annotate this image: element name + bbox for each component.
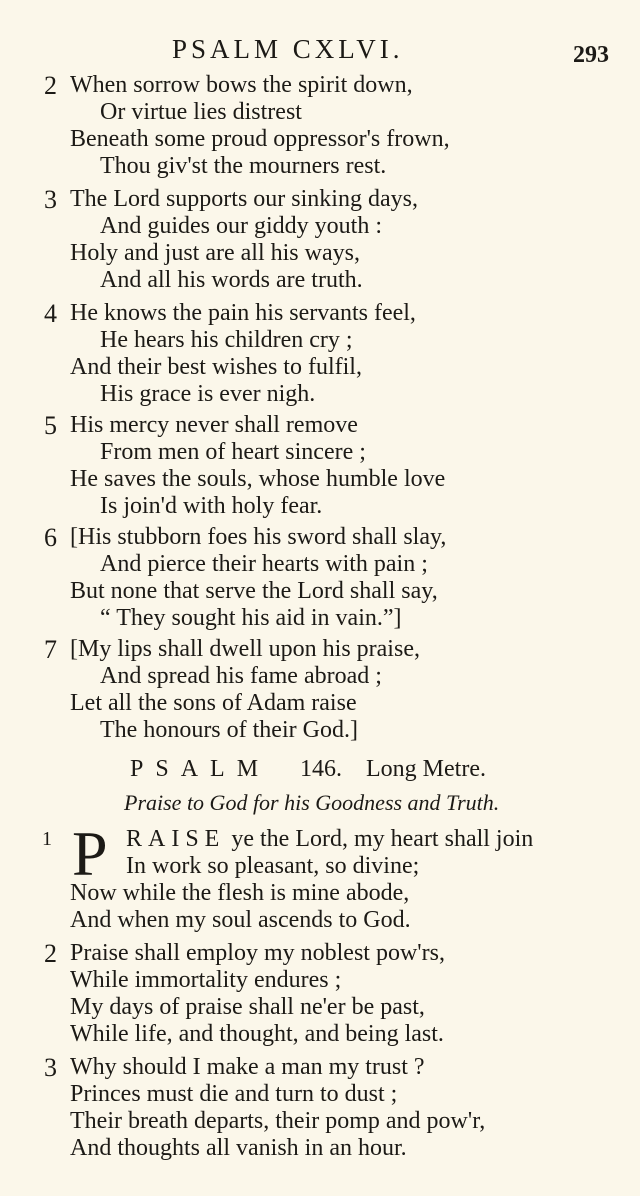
stanza-number: 5 [44, 411, 57, 440]
stanza-number: 1 [42, 828, 52, 850]
stanza-number: 7 [44, 635, 57, 664]
verse-line: Now while the flesh is mine abode, [70, 880, 410, 906]
verse-line: He knows the pain his servants feel, [70, 300, 416, 326]
verse-line: Their breath departs, their pomp and pow'r, [70, 1108, 486, 1134]
verse-line: While immortality endures ; [70, 967, 342, 993]
first-word: RAISE [126, 826, 226, 852]
verse-line: But none that serve the Lord shall say, [70, 578, 438, 604]
verse-line: When sorrow bows the spirit down, [70, 72, 413, 98]
psalm-subtitle: Praise to God for his Goodness and Truth. [124, 790, 500, 815]
stanza-number: 2 [44, 71, 57, 100]
verse-line: Princes must die and turn to dust ; [70, 1081, 398, 1107]
verse-line: Thou giv'st the mourners rest. [100, 153, 387, 179]
verse-line: Or virtue lies distrest [100, 99, 302, 125]
verse-line: And guides our giddy youth : [100, 213, 382, 239]
verse-line: While life, and thought, and being last. [70, 1021, 444, 1047]
verse-line: Why should I make a man my trust ? [70, 1054, 425, 1080]
heading-psalm-number: 146. [300, 756, 342, 782]
verse-line: Is join'd with holy fear. [100, 493, 323, 519]
verse-line: In work so pleasant, so divine; [126, 853, 420, 879]
verse-line: From men of heart sincere ; [100, 439, 366, 465]
verse-line: And all his words are truth. [100, 267, 363, 293]
verse-line: [His stubborn foes his sword shall slay, [70, 524, 447, 550]
running-head [0, 30, 640, 70]
verse-line: And when my soul ascends to God. [70, 907, 411, 933]
drop-cap: P [72, 818, 108, 889]
stanza-number: 2 [44, 939, 57, 968]
verse-line: His mercy never shall remove [70, 412, 358, 438]
verse-line: He saves the souls, whose humble love [70, 466, 446, 492]
section-heading [0, 754, 640, 788]
verse-line: He hears his children cry ; [100, 327, 353, 353]
verse-line: And their best wishes to fulfil, [70, 354, 362, 380]
stanza-number: 4 [44, 299, 57, 328]
verse-line: And thoughts all vanish in an hour. [70, 1135, 407, 1161]
verse-line: And pierce their hearts with pain ; [100, 551, 428, 577]
verse-line: “ They sought his aid in vain.”] [100, 605, 402, 631]
verse-line: Beneath some proud oppressor's frown, [70, 126, 450, 152]
verse-line: Let all the sons of Adam raise [70, 690, 357, 716]
verse-line: My days of praise shall ne'er be past, [70, 994, 425, 1020]
verse-line: And spread his fame abroad ; [100, 663, 382, 689]
running-title: PSALM CXLVI. [172, 34, 404, 64]
stanza-number: 3 [44, 1053, 57, 1082]
stanza-number: 6 [44, 523, 57, 552]
heading-psalm-label: PSALM [130, 756, 271, 782]
verse-line: [My lips shall dwell upon his praise, [70, 636, 420, 662]
verse-line: Praise shall employ my noblest pow'rs, [70, 940, 445, 966]
heading-metre: Long Metre. [366, 756, 486, 782]
stanza-number: 3 [44, 185, 57, 214]
verse-line: His grace is ever nigh. [100, 381, 316, 407]
verse-line: The Lord supports our sinking days, [70, 186, 418, 212]
verse-line: The honours of their God.] [100, 717, 358, 743]
verse-line: Holy and just are all his ways, [70, 240, 360, 266]
verse-line [126, 826, 533, 853]
verse-line-rest: ye the Lord, my heart shall join [225, 826, 534, 852]
page-number: 293 [573, 42, 609, 68]
